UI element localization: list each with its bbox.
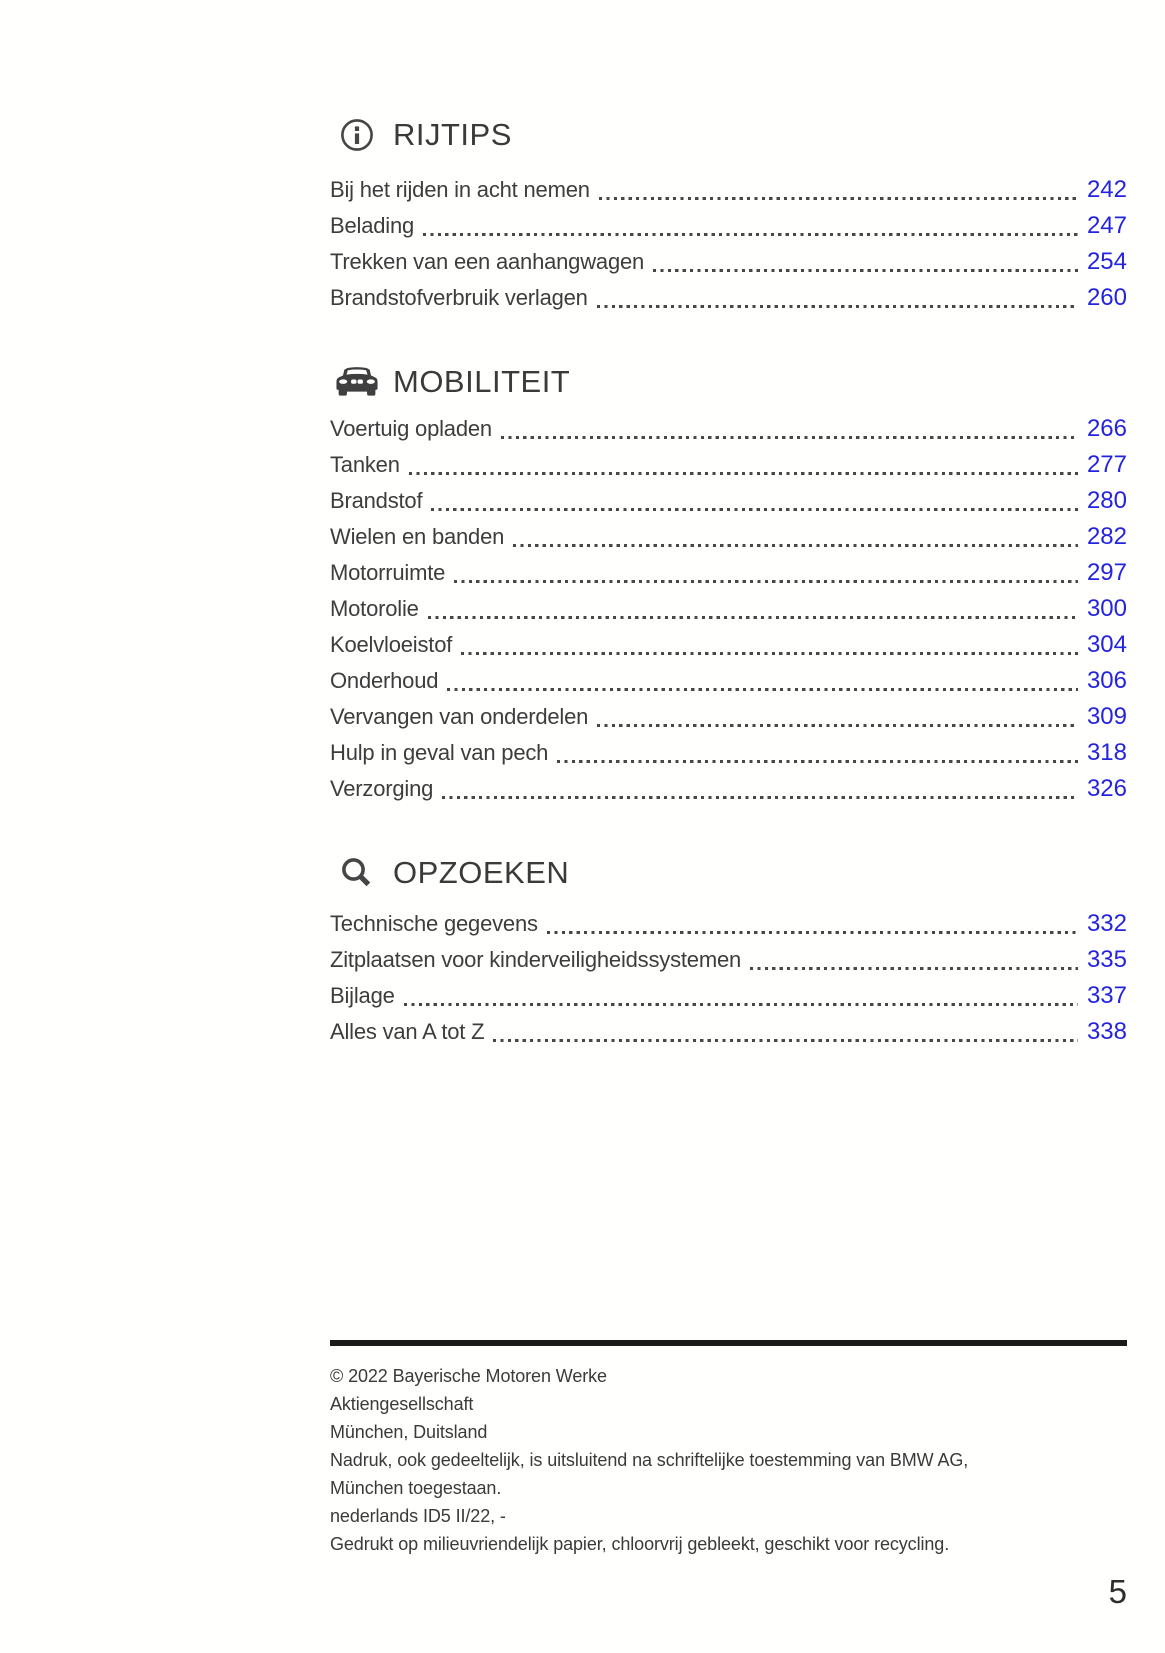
toc-section bbox=[330, 851, 1127, 1050]
toc-entry[interactable] bbox=[330, 942, 1127, 978]
section-header bbox=[330, 851, 1127, 895]
dot-leader bbox=[484, 1014, 1087, 1050]
toc-entry-label: Zitplaatsen voor kinderveiligheidssystemen bbox=[330, 947, 742, 972]
toc-entry-label: Trekken van een aanhangwagen bbox=[330, 249, 645, 274]
dot-leader bbox=[492, 411, 1087, 447]
toc-entry-page: 335 bbox=[1086, 946, 1127, 973]
toc-entry-page: 318 bbox=[1086, 739, 1127, 766]
toc-entry-label: Alles van A tot Z bbox=[330, 1019, 485, 1044]
table-of-contents bbox=[330, 0, 1127, 1050]
section-header bbox=[330, 360, 1127, 404]
toc-entry-label: Hulp in geval van pech bbox=[330, 740, 549, 765]
imprint-block bbox=[330, 1340, 1127, 1558]
dot-leader bbox=[588, 699, 1087, 735]
dot-leader bbox=[445, 555, 1087, 591]
info-icon bbox=[336, 117, 378, 153]
toc-entry[interactable] bbox=[330, 447, 1127, 483]
toc-entry[interactable] bbox=[330, 555, 1127, 591]
imprint-line: © 2022 Bayerische Motoren Werke bbox=[330, 1366, 607, 1386]
dot-leader bbox=[422, 483, 1087, 519]
toc-entry-page: 266 bbox=[1086, 415, 1127, 442]
dot-leader bbox=[590, 172, 1087, 208]
toc-entry-page: 309 bbox=[1086, 703, 1127, 730]
toc-entry-page: 337 bbox=[1086, 982, 1127, 1009]
toc-entry-page: 332 bbox=[1086, 910, 1127, 937]
toc-entry-page: 338 bbox=[1086, 1018, 1127, 1045]
dot-leader bbox=[452, 627, 1087, 663]
toc-section bbox=[330, 360, 1127, 807]
toc-entry[interactable] bbox=[330, 978, 1127, 1014]
toc-entry[interactable] bbox=[330, 735, 1127, 771]
dot-leader bbox=[538, 906, 1087, 942]
section-header bbox=[330, 113, 1127, 157]
toc-entry-page: 280 bbox=[1086, 487, 1127, 514]
toc-entry-page: 254 bbox=[1086, 248, 1127, 275]
dot-leader bbox=[419, 591, 1087, 627]
toc-entry[interactable] bbox=[330, 663, 1127, 699]
imprint-line: München, Duitsland bbox=[330, 1422, 488, 1442]
toc-entry-label: Technische gegevens bbox=[330, 911, 538, 936]
toc-entry[interactable] bbox=[330, 627, 1127, 663]
imprint-line: nederlands ID5 II/22, - bbox=[330, 1506, 506, 1526]
toc-entry[interactable] bbox=[330, 483, 1127, 519]
dot-leader bbox=[433, 771, 1087, 807]
toc-entry-label: Bijlage bbox=[330, 983, 395, 1008]
toc-entry-label: Wielen en banden bbox=[330, 524, 505, 549]
toc-entry-label: Motorolie bbox=[330, 596, 419, 621]
dot-leader bbox=[504, 519, 1087, 555]
dot-leader bbox=[414, 208, 1087, 244]
section-title: MOBILITEIT bbox=[393, 364, 571, 399]
dot-leader bbox=[400, 447, 1087, 483]
toc-entry-label: Brandstof bbox=[330, 488, 423, 513]
toc-entry-page: 306 bbox=[1086, 667, 1127, 694]
page-number: 5 bbox=[1108, 1573, 1127, 1610]
imprint-line: Nadruk, ook gedeeltelijk, is uitsluitend na schriftelijke toestemming van BMW AG, bbox=[330, 1450, 969, 1470]
toc-entry[interactable] bbox=[330, 1014, 1127, 1050]
dot-leader bbox=[548, 735, 1087, 771]
toc-entry-page: 297 bbox=[1086, 559, 1127, 586]
section-entries bbox=[330, 172, 1127, 316]
section-title: OPZOEKEN bbox=[393, 855, 570, 890]
toc-entry-page: 242 bbox=[1086, 176, 1127, 203]
section-entries bbox=[330, 906, 1127, 1050]
dot-leader bbox=[588, 280, 1087, 316]
toc-entry-label: Vervangen van onderdelen bbox=[330, 704, 589, 729]
toc-entry[interactable] bbox=[330, 411, 1127, 447]
toc-entry[interactable] bbox=[330, 244, 1127, 280]
toc-entry-label: Koelvloeistof bbox=[330, 632, 453, 657]
toc-entry-label: Tanken bbox=[330, 452, 400, 477]
toc-entry[interactable] bbox=[330, 771, 1127, 807]
toc-entry-page: 260 bbox=[1086, 284, 1127, 311]
dot-leader bbox=[741, 942, 1087, 978]
toc-entry-page: 247 bbox=[1086, 212, 1127, 239]
toc-entry[interactable] bbox=[330, 280, 1127, 316]
toc-entry-page: 282 bbox=[1086, 523, 1127, 550]
toc-entry-page: 326 bbox=[1086, 775, 1127, 802]
toc-entry-label: Bij het rijden in acht nemen bbox=[330, 177, 590, 202]
imprint-line: Gedrukt op milieuvriendelijk papier, chloorvrij gebleekt, geschikt voor recycling. bbox=[330, 1534, 950, 1554]
toc-entry[interactable] bbox=[330, 208, 1127, 244]
toc-entry-label: Onderhoud bbox=[330, 668, 439, 693]
toc-entry[interactable] bbox=[330, 591, 1127, 627]
dot-leader bbox=[395, 978, 1087, 1014]
toc-entry-label: Verzorging bbox=[330, 776, 434, 801]
toc-entry[interactable] bbox=[330, 906, 1127, 942]
imprint-line: Aktiengesellschaft bbox=[330, 1394, 474, 1414]
dot-leader bbox=[438, 663, 1087, 699]
toc-entry-label: Motorruimte bbox=[330, 560, 446, 585]
toc-section bbox=[330, 113, 1127, 316]
imprint-text bbox=[330, 1362, 1127, 1558]
toc-entry-label: Belading bbox=[330, 213, 415, 238]
toc-entry-label: Brandstofverbruik verlagen bbox=[330, 285, 588, 310]
toc-entry-page: 304 bbox=[1086, 631, 1127, 658]
toc-entry[interactable] bbox=[330, 172, 1127, 208]
toc-entry[interactable] bbox=[330, 699, 1127, 735]
divider-rule bbox=[330, 1340, 1127, 1346]
toc-entry[interactable] bbox=[330, 519, 1127, 555]
toc-entry-page: 277 bbox=[1086, 451, 1127, 478]
toc-entry-label: Voertuig opladen bbox=[330, 416, 492, 441]
search-icon bbox=[336, 855, 378, 891]
section-title: RIJTIPS bbox=[393, 117, 512, 152]
toc-entry-page: 300 bbox=[1086, 595, 1127, 622]
section-entries bbox=[330, 411, 1127, 807]
car-icon bbox=[336, 365, 378, 399]
imprint-line: München toegestaan. bbox=[330, 1478, 502, 1498]
dot-leader bbox=[644, 244, 1087, 280]
